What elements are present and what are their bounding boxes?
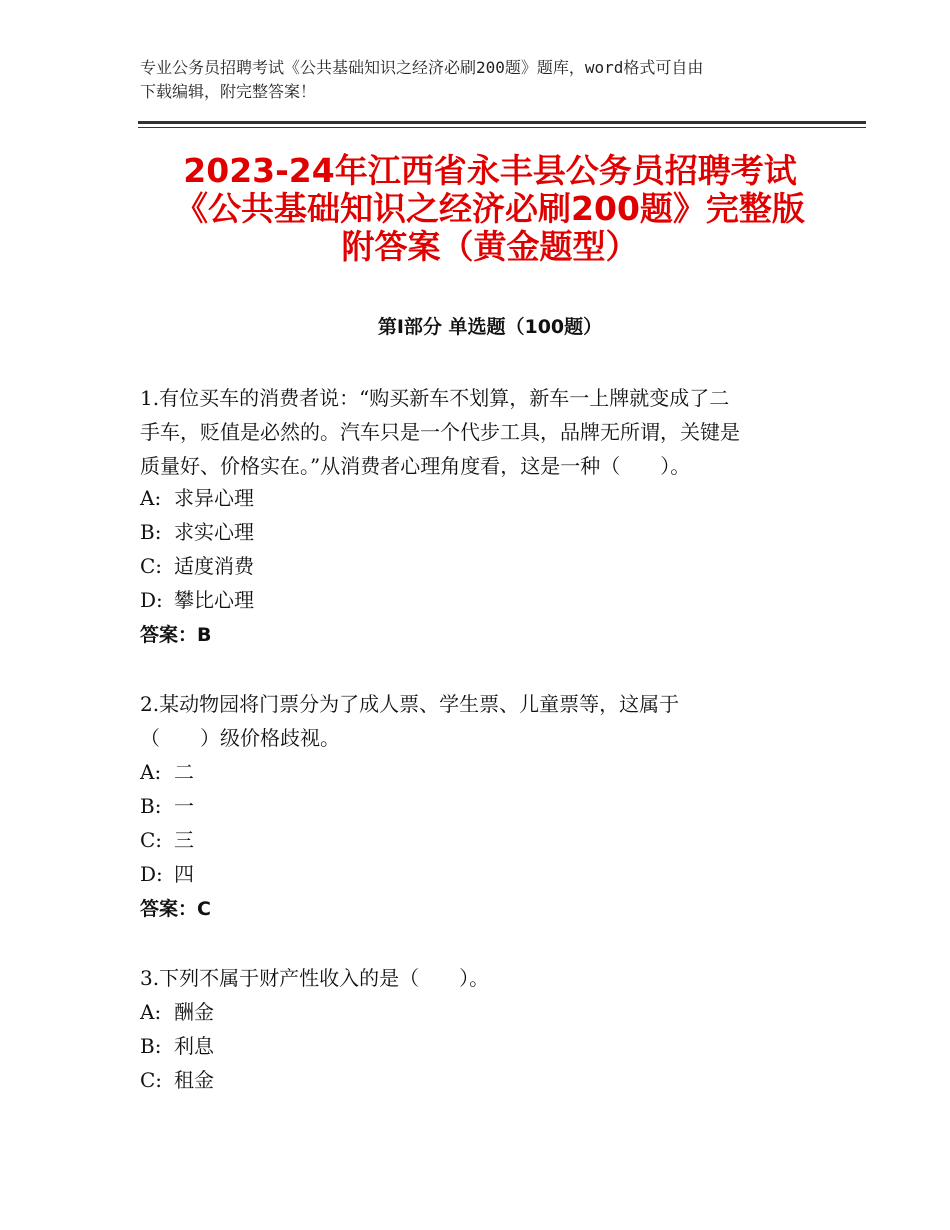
option-label: A: — [140, 760, 162, 784]
question-stem — [140, 961, 489, 995]
option-text: 攀比心理 — [174, 588, 254, 612]
question-line: 2.某动物园将门票分为了成人票、学生票、儿童票等，这属于 — [140, 692, 680, 716]
option-text: 求实心理 — [174, 520, 254, 544]
question-line: 1.有位买车的消费者说：“购买新车不划算，新车一上牌就变成了二 — [140, 386, 730, 410]
option-a — [140, 997, 214, 1027]
option-d — [140, 859, 194, 889]
option-label: B: — [140, 1034, 162, 1058]
option-a — [140, 483, 254, 513]
option-label: A: — [140, 1000, 162, 1024]
header-divider-thin — [138, 127, 866, 128]
question-stem — [140, 687, 679, 755]
option-label: D: — [140, 862, 163, 886]
option-label: C: — [140, 828, 163, 852]
option-text: 四 — [174, 862, 194, 886]
option-text: 求异心理 — [174, 486, 254, 510]
option-c — [140, 551, 254, 581]
header-note — [140, 56, 820, 104]
question-stem — [140, 381, 740, 483]
option-label: C: — [140, 1068, 163, 1092]
option-b — [140, 791, 194, 821]
header-note-line: 下载编辑，附完整答案！ — [140, 82, 317, 101]
title-line: 《公共基础知识之经济必刷200题》完整版 — [175, 189, 805, 228]
option-text: 租金 — [174, 1068, 214, 1092]
option-b — [140, 1031, 214, 1061]
document-title — [120, 152, 860, 266]
option-label: B: — [140, 520, 162, 544]
option-c — [140, 1065, 214, 1095]
option-text: 三 — [174, 828, 194, 852]
answer-text: 答案：C — [140, 898, 211, 920]
option-text: 二 — [174, 760, 194, 784]
option-text: 一 — [174, 794, 194, 818]
question-line: （ ）级价格歧视。 — [140, 726, 340, 750]
header-divider-thick — [138, 121, 866, 124]
title-line: 2023-24年江西省永丰县公务员招聘考试 — [183, 151, 797, 190]
question-line: 质量好、价格实在。”从消费者心理角度看，这是一种（ ）。 — [140, 454, 691, 478]
option-b — [140, 517, 254, 547]
header-note-line: 专业公务员招聘考试《公共基础知识之经济必刷200题》题库，word格式可自由 — [140, 58, 704, 77]
option-label: B: — [140, 794, 162, 818]
title-line: 附答案（黄金题型） — [341, 227, 639, 266]
option-label: D: — [140, 588, 163, 612]
answer-text: 答案：B — [140, 624, 212, 646]
option-label: C: — [140, 554, 163, 578]
section-title: 第Ⅰ部分 单选题（100题） — [377, 316, 603, 338]
question-line: 3.下列不属于财产性收入的是（ ）。 — [140, 966, 490, 990]
option-text: 酬金 — [174, 1000, 214, 1024]
question-line: 手车，贬值是必然的。汽车只是一个代步工具，品牌无所谓，关键是 — [140, 420, 740, 444]
option-text: 利息 — [174, 1034, 214, 1058]
option-text: 适度消费 — [174, 554, 254, 578]
option-c — [140, 825, 194, 855]
option-d — [140, 585, 254, 615]
option-a — [140, 757, 194, 787]
option-label: A: — [140, 486, 162, 510]
